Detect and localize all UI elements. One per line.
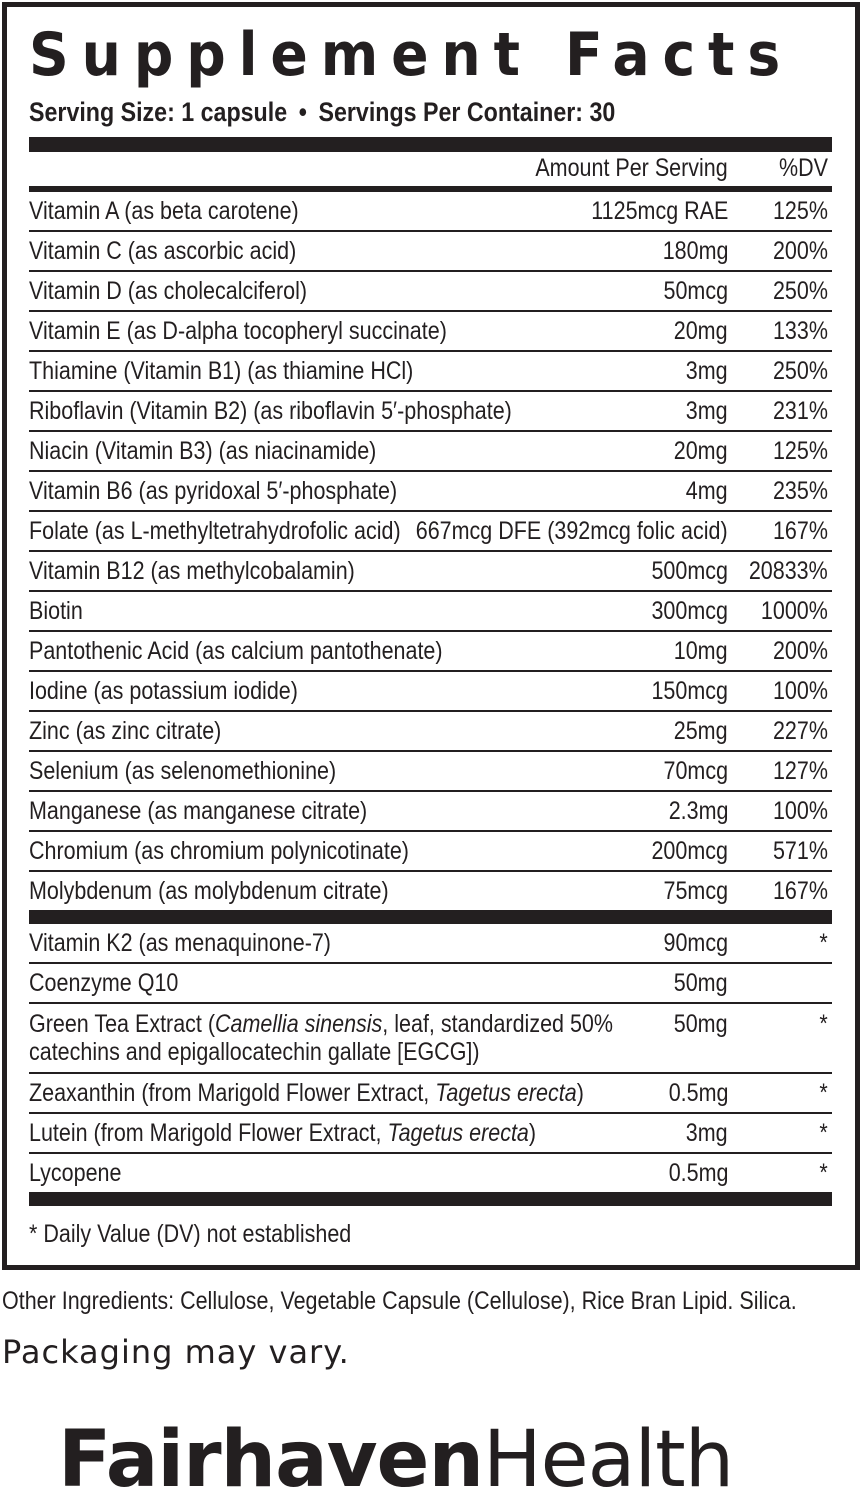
- nutrient-name: Coenzyme Q10: [29, 969, 179, 997]
- nutrient-dv: 235%: [773, 477, 828, 505]
- column-header: [29, 152, 832, 186]
- nutrient-row: [29, 752, 832, 792]
- brand-logo: [58, 1410, 733, 1510]
- nutrient-name: Vitamin E (as D-alpha tocopheryl succinate): [29, 317, 447, 345]
- other-ingredients: Other Ingredients: Cellulose, Vegetable Capsule (Cellulose), Rice Bran Lipid. Silica.: [2, 1287, 797, 1315]
- nutrient-row: [29, 592, 832, 632]
- nutrient-dv: 133%: [773, 317, 828, 345]
- nutrient-amount: 50mcg: [663, 277, 728, 305]
- nutrient-amount: 50mg: [674, 1010, 728, 1038]
- nutrient-row: [29, 1154, 832, 1192]
- nutrient-name: Chromium (as chromium polynicotinate): [29, 837, 409, 865]
- divider-thick: [29, 910, 832, 924]
- nutrient-row: [29, 832, 832, 872]
- nutrient-amount: 180mg: [662, 237, 728, 265]
- nutrient-name: Zinc (as zinc citrate): [29, 717, 222, 745]
- nutrient-amount: 20mg: [674, 437, 728, 465]
- nutrient-dv: 100%: [773, 677, 828, 705]
- nutrient-name: Pantothenic Acid (as calcium pantothenate): [29, 637, 443, 665]
- header-amount: Amount Per Serving: [535, 154, 728, 182]
- nutrient-amount: 25mg: [674, 717, 728, 745]
- supplement-facts-label: [2, 2, 860, 1270]
- nutrient-name: Vitamin B12 (as methylcobalamin): [29, 557, 355, 585]
- nutrient-row: [29, 352, 832, 392]
- nutrient-name-text: Green Tea Extract (: [29, 1010, 216, 1038]
- nutrient-amount: 75mcg: [663, 877, 728, 905]
- nutrient-dv: *: [819, 929, 828, 957]
- nutrient-dv: 227%: [773, 717, 828, 745]
- nutrient-amount: 50mg: [674, 969, 728, 997]
- nutrient-dv: 127%: [773, 757, 828, 785]
- nutrient-amount: 150mcg: [651, 677, 728, 705]
- nutrient-dv: 250%: [773, 357, 828, 385]
- nutrient-name: Manganese (as manganese citrate): [29, 797, 368, 825]
- nutrient-amount: 3mg: [686, 397, 728, 425]
- nutrient-dv: *: [819, 1079, 828, 1107]
- nutrient-name-text: ): [528, 1119, 537, 1147]
- nutrient-dv: 167%: [773, 517, 828, 545]
- brand-part1: Fairhaven: [58, 1415, 483, 1505]
- nutrient-dv: 1000%: [761, 597, 828, 625]
- nutrient-amount: 3mg: [686, 1119, 728, 1147]
- nutrient-row: [29, 712, 832, 752]
- nutrient-species-name: Tagetus erecta: [435, 1079, 577, 1107]
- divider-thick: [29, 1192, 832, 1206]
- nutrient-dv: 250%: [773, 277, 828, 305]
- nutrient-name-text: , leaf, standardized 50% catechins and epigallocatechin gallate [EGCG]): [29, 1010, 613, 1066]
- nutrient-row: [29, 792, 832, 832]
- nutrient-name-text: Zeaxanthin (from Marigold Flower Extract,: [29, 1079, 436, 1107]
- nutrient-name: Thiamine (Vitamin B1) (as thiamine HCl): [29, 357, 414, 385]
- nutrient-amount: 667mcg DFE (392mcg folic acid): [416, 517, 728, 545]
- nutrient-name: Selenium (as selenomethionine): [29, 757, 337, 785]
- nutrient-row: [29, 232, 832, 272]
- nutrient-amount: 1125mcg RAE: [590, 197, 728, 225]
- nutrient-dv: 200%: [773, 237, 828, 265]
- nutrient-name: Biotin: [29, 597, 83, 625]
- nutrient-amount: 2.3mg: [668, 797, 728, 825]
- packaging-note: Packaging may vary.: [2, 1333, 350, 1371]
- nutrient-row: [29, 924, 832, 964]
- nutrient-row: [29, 272, 832, 312]
- nutrient-row: [29, 632, 832, 672]
- nutrient-amount: 4mg: [686, 477, 728, 505]
- divider-thick: [29, 137, 832, 152]
- nutrient-row: [29, 312, 832, 352]
- separator-dot: •: [298, 97, 307, 127]
- header-dv: %DV: [779, 154, 828, 182]
- nutrient-name: Vitamin K2 (as menaquinone-7): [29, 929, 331, 957]
- nutrients-dv-list: [29, 192, 832, 910]
- nutrient-row: [29, 672, 832, 712]
- nutrient-row: [29, 964, 832, 1004]
- nutrient-amount: 90mcg: [663, 929, 728, 957]
- nutrient-dv: 231%: [773, 397, 828, 425]
- brand-part2: Health: [483, 1415, 734, 1505]
- nutrient-species-name: Tagetus erecta: [387, 1119, 529, 1147]
- nutrient-row: [29, 192, 832, 232]
- nutrient-name: [29, 1114, 536, 1152]
- serving-size: Serving Size: 1 capsule: [29, 97, 288, 127]
- nutrient-amount: 20mg: [674, 317, 728, 345]
- nutrient-dv: 20833%: [749, 557, 828, 585]
- nutrient-name: Vitamin B6 (as pyridoxal 5′-phosphate): [29, 477, 398, 505]
- nutrient-name: Iodine (as potassium iodide): [29, 677, 298, 705]
- nutrient-row: [29, 1114, 832, 1154]
- nutrient-amount: 10mg: [674, 637, 728, 665]
- nutrient-name: Vitamin D (as cholecalciferol): [29, 277, 308, 305]
- nutrient-dv: 125%: [773, 437, 828, 465]
- nutrient-row: [29, 1004, 832, 1074]
- footnote: * Daily Value (DV) not established: [29, 1220, 352, 1248]
- nutrient-amount: 0.5mg: [668, 1159, 728, 1187]
- nutrient-name: Vitamin A (as beta carotene): [29, 197, 299, 225]
- nutrient-species-name: Camellia sinensis: [215, 1010, 383, 1038]
- nutrient-name: [29, 1010, 648, 1066]
- nutrient-dv: 200%: [773, 637, 828, 665]
- nutrient-row: [29, 392, 832, 432]
- nutrient-amount: 0.5mg: [668, 1079, 728, 1107]
- label-title: Supplement Facts: [29, 20, 794, 90]
- nutrient-dv: 125%: [773, 197, 828, 225]
- nutrient-row: [29, 1074, 832, 1114]
- nutrient-name: [29, 1074, 584, 1112]
- nutrient-row: [29, 552, 832, 592]
- nutrient-row: [29, 432, 832, 472]
- serving-info: [29, 95, 720, 129]
- nutrient-amount: 300mcg: [651, 597, 728, 625]
- nutrient-name: Lycopene: [29, 1159, 122, 1187]
- nutrient-name: Riboflavin (Vitamin B2) (as riboflavin 5′-phosphate): [29, 397, 512, 425]
- nutrient-amount: 70mcg: [663, 757, 728, 785]
- nutrient-dv: 167%: [773, 877, 828, 905]
- nutrient-dv: *: [819, 1159, 828, 1187]
- nutrient-name: Folate (as L-methyltetrahydrofolic acid): [29, 517, 401, 545]
- nutrient-dv: 571%: [773, 837, 828, 865]
- servings-per-container: Servings Per Container: 30: [318, 97, 616, 127]
- nutrient-name-text: Lutein (from Marigold Flower Extract,: [29, 1119, 388, 1147]
- nutrient-name: Molybdenum (as molybdenum citrate): [29, 877, 389, 905]
- nutrient-dv: 100%: [773, 797, 828, 825]
- nutrient-name-text: ): [576, 1079, 584, 1107]
- nutrient-amount: 200mcg: [651, 837, 728, 865]
- nutrient-amount: 3mg: [686, 357, 728, 385]
- nutrient-row: [29, 512, 832, 552]
- nutrient-name: Vitamin C (as ascorbic acid): [29, 237, 297, 265]
- nutrient-dv: *: [819, 1119, 828, 1147]
- nutrient-dv: *: [819, 1010, 828, 1038]
- label-inner: [29, 7, 832, 1252]
- nutrient-row: [29, 872, 832, 910]
- nutrients-no-dv-list: [29, 924, 832, 1192]
- nutrient-name: Niacin (Vitamin B3) (as niacinamide): [29, 437, 377, 465]
- nutrient-amount: 500mcg: [651, 557, 728, 585]
- nutrient-row: [29, 472, 832, 512]
